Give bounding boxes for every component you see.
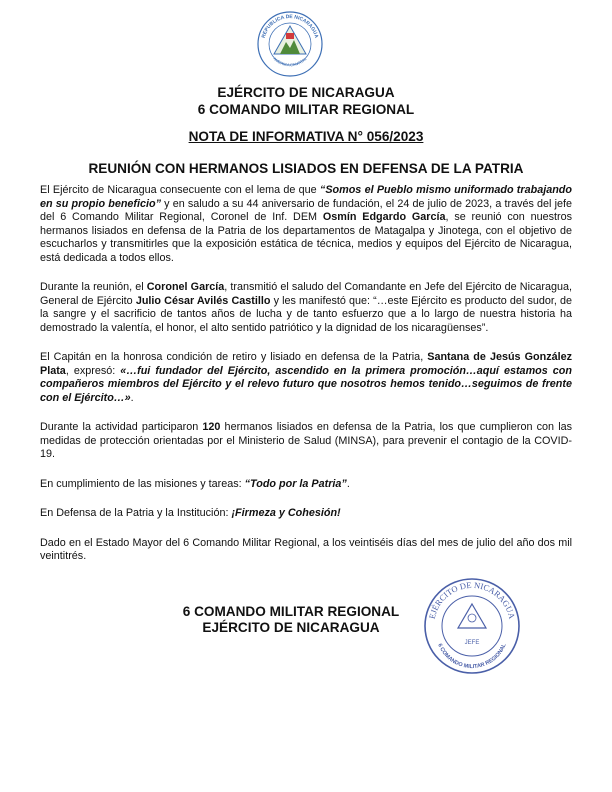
p1-text: El Ejército de Nicaragua consecuente con el lema de que bbox=[40, 184, 320, 196]
paragraph-7 bbox=[40, 537, 572, 564]
paragraph-2 bbox=[40, 281, 572, 335]
p6-text: En Defensa de la Patria y la Institución: bbox=[40, 507, 232, 519]
headline: REUNIÓN CON HERMANOS LISIADOS EN DEFENSA DE LA PATRIA bbox=[88, 161, 524, 176]
p4-text-2: hermanos lisiados en defensa de la Patria, los que cumplieron con las medidas de protección orientadas por el Ministerio de Salud (MINSA), para prevenir el contagio de la COVID-19. bbox=[40, 421, 572, 460]
signature-org: EJÉRCITO DE NICARAGUA bbox=[202, 620, 380, 635]
p3-text-3: . bbox=[130, 391, 134, 404]
stamp-center-text: JEFE bbox=[464, 640, 480, 646]
p1-text-3: , se reunió con nuestros hermanos lisiados en defensa de la Patria de los departamentos de Matagalpa y Jinotega, con el objetivo de escucharlos y transmitirles que la exposición estática de técnica, medios y equipos del Ejército de Nicaragua, está dedicada a todos ellos. bbox=[40, 211, 573, 264]
paragraph-5 bbox=[40, 478, 572, 492]
p1-motto: “Somos el Pueblo mismo uniformado trabajando en su propio beneficio” bbox=[40, 184, 572, 210]
p3-quote: «…fui fundador del Ejército, ascendido en la primera promoción…aquí estamos con compañeros miembros del Ejército y el relevo futuro que nosotros hemos tenido…seguimos de frente con el Ejército…» bbox=[40, 364, 572, 404]
paragraph-3 bbox=[40, 351, 572, 405]
p2-text-2: , transmitió el saludo del Comandante en Jefe del Ejército de Nicaragua, General de Ejército bbox=[40, 281, 572, 307]
document-body bbox=[40, 184, 572, 580]
paragraph-1 bbox=[40, 184, 572, 265]
p6-motto: ¡Firmeza y Cohesión! bbox=[231, 507, 341, 519]
p7-text: Dado en el Estado Mayor del 6 Comando Militar Regional, a los veintiséis días del mes de julio del año dos mil veintitrés. bbox=[40, 536, 572, 562]
p2-name: Coronel García bbox=[146, 281, 225, 293]
p4-text: Durante la actividad participaron bbox=[40, 421, 203, 433]
p5-text: En cumplimiento de las misiones y tareas: bbox=[40, 477, 245, 490]
p3-name: Santana de Jesús González Plata bbox=[40, 351, 573, 377]
p2-text: Durante la reunión, el bbox=[40, 281, 147, 293]
paragraph-6 bbox=[40, 507, 572, 521]
coat-of-arms-seal bbox=[256, 10, 324, 78]
seal-bottom-ring-text: AMERICA CENTRAL bbox=[272, 56, 308, 68]
p5-text-2: . bbox=[346, 477, 350, 490]
p4-count: 120 bbox=[202, 421, 221, 433]
stamp-top-ring-text: EJÉRCITO DE NICARAGUA bbox=[426, 579, 518, 620]
p5-motto: “Todo por la Patria” bbox=[244, 477, 347, 490]
p2-name-2: Julio César Avilés Castillo bbox=[135, 294, 271, 307]
paragraph-4 bbox=[40, 421, 572, 462]
svg-text:AMERICA CENTRAL bbox=[272, 55, 308, 67]
signature-unit: 6 COMANDO MILITAR REGIONAL bbox=[182, 604, 400, 619]
unit-title: 6 COMANDO MILITAR REGIONAL bbox=[197, 102, 415, 117]
p3-text-2: , expresó: bbox=[65, 364, 121, 377]
official-stamp bbox=[422, 576, 522, 676]
svg-text:EJÉRCITO DE NICARAGUA bbox=[427, 580, 518, 621]
p2-text-3: y les manifestó que: “…este Ejército es producto del sudor, de la sangre y el sacrificio de tantos años de lucha y de tanto esfuerzo que a lo largo de nuestra historia ha demostrado la valentía, el honor, el alto sentido patriótico y la dignidad de los nicaragüenses”. bbox=[40, 294, 573, 334]
seal-top-ring-text: REPUBLICA DE NICARAGUA bbox=[260, 13, 320, 39]
note-number: NOTA DE INFORMATIVA N° 056/2023 bbox=[188, 129, 424, 144]
p3-text: El Capitán en la honrosa condición de retiro y lisiado en defensa de la Patria, bbox=[40, 351, 428, 363]
org-title: EJÉRCITO DE NICARAGUA bbox=[217, 85, 395, 100]
p1-name: Osmín Edgardo García bbox=[322, 211, 446, 223]
p1-text-2: y en saludo a su 44 aniversario de fundación, el 24 de julio de 2023, a través del jefe del 6 Comando Militar Regional, Coronel de Inf. DEM bbox=[40, 197, 572, 223]
stamp-bottom-ring-text: 6 COMANDO MILITAR REGIONAL bbox=[436, 642, 508, 671]
